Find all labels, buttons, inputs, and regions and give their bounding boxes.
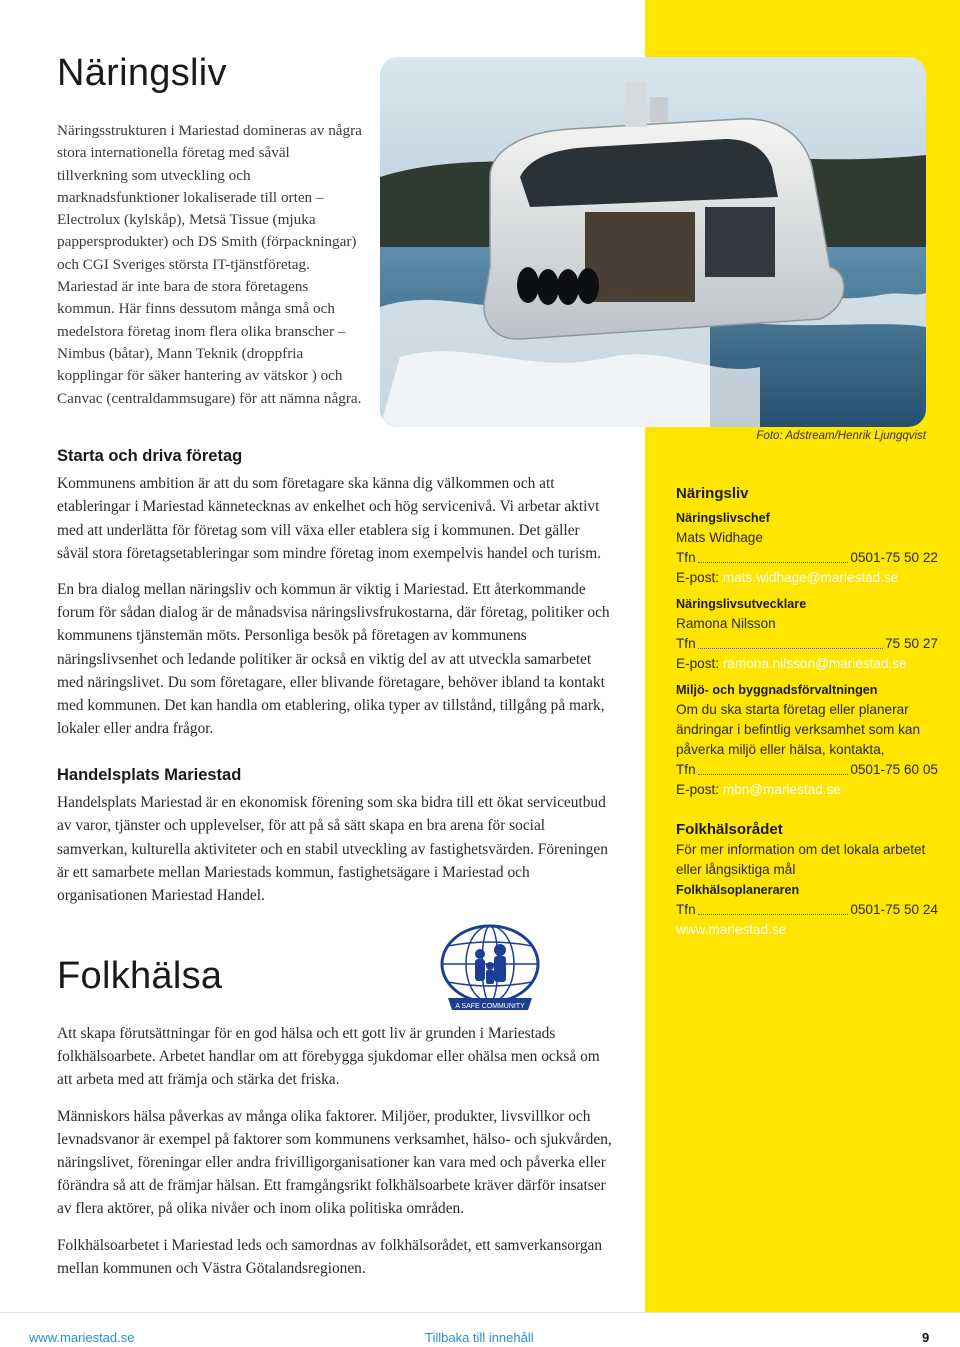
intro-paragraph: Näringsstrukturen i Mariestad domineras av några stora internationella företag med såväl tillverkning som utveckling och marknadsfunktioner lokaliserade till orten – Electrolux (kylskåp), Metsä Tissue (mjuka pappersprodukter) och DS Smith (förpackningar) och CGI Sveriges största IT-tjänstföretag. Mariestad är inte bara de stora företagens kommun. Här finns dessutom många små och medelstora företag inom flera olika branscher – Nimbus (båtar), Mann Teknik (droppfria kopplingar för säker hantering av vätskor ) och Canvac (centraldammsugare) för att nämna några. (57, 122, 362, 407)
dev-name: Ramona Nilsson (676, 616, 776, 631)
dot-leader (698, 760, 849, 775)
chef-name: Mats Widhage (676, 530, 763, 545)
chef-phone-label: Tfn (676, 550, 696, 565)
page-footer (0, 1312, 960, 1347)
safe-community-logo (420, 920, 560, 1020)
env-email-row (676, 780, 938, 800)
planner-phone: 0501-75 50 24 (850, 902, 938, 917)
dev-email-label: E-post: (676, 656, 720, 671)
dot-leader (698, 634, 883, 649)
env-phone-row (676, 760, 938, 780)
back-to-contents-link[interactable]: Tillbaka till innehåll (425, 1330, 534, 1345)
chef-title: Näringslivschef (676, 511, 770, 525)
footer-website-link[interactable]: www.mariestad.se (29, 1330, 135, 1345)
spacer (676, 800, 938, 820)
paragraph-starta-1: Kommunens ambition är att du som företagare ska känna dig välkommen och att etableringar i Mariestad kännetecknas av enkelhet och hög servicenivå. Vi arbetar aktivt med att underlätta för företag som vill växa eller etablera sig i kommunen. Det gäller såväl stora företagsetableringar som mindre företag inom exempelvis handel och turism. (57, 475, 602, 562)
planner-title: Folkhälsoplaneraren (676, 883, 800, 897)
chef-email-link[interactable]: mats.widhage@mariestad.se (722, 570, 899, 585)
dev-email-link[interactable]: ramona.nilsson@mariestad.se (722, 656, 907, 671)
env-phone: 0501-75 60 05 (850, 762, 938, 777)
folkhalsoradet-text: För mer information om det lokala arbetet eller långsiktiga mål (676, 842, 926, 877)
env-title: Miljö- och byggnadsförvaltningen (676, 683, 878, 697)
contact-sidebar (676, 484, 938, 940)
dot-leader (698, 548, 849, 563)
folkhalsa-title: Folkhälsa (57, 955, 223, 997)
section-heading-handelsplats: Handelsplats Mariestad (57, 766, 242, 784)
paragraph-folkhalsa-2: Människors hälsa påverkas av många olika faktorer. Miljöer, produkter, livsvillkor och levnadsvanor är exempel på faktorer som kommunens verksamhet, hälso- och sjukvården, näringslivet, föreningar eller andra frivilligorganisationer kan vara med och påverka eller förändra så att de främjar hälsan. Ett framgångsrikt folkhälsoarbete kräver därför insatser av flera aktörer, på olika nivåer och inom olika politiska områden. (57, 1107, 612, 1218)
paragraph-starta-2: En bra dialog mellan näringsliv och kommun är viktig i Mariestad. Ett återkommande forum för sådan dialog är de månadsvisa näringslivsfrukostarna, där företag, politiker och kommunens tjänstemän möts. Personliga besök på företagen av kommunens näringslivsenhet och ledande politiker är också en viktig del av att utveckla samarbetet med näringslivet. Du som företagare, eller blivande företagare, behöver ibland ta kontakt med kommunen. Det kan handla om etablering, olika typer av tillstånd, tillgång på mark, lokaler eller andra frågor. (57, 581, 610, 738)
dev-phone-label: Tfn (676, 636, 696, 651)
section-starta (57, 445, 613, 753)
env-phone-label: Tfn (676, 762, 696, 777)
dev-phone-row (676, 634, 938, 654)
paragraph-folkhalsa-1: Att skapa förutsättningar för en god hälsa och ett gott liv är grunden i Mariestads folkhälsoarbete. Arbetet handlar om att förebygga sjukdomar eller ohälsa men också om att arbeta med att främja och stärka det friska. (57, 1025, 600, 1089)
boat-image (380, 57, 926, 427)
paragraph-folkhalsa-3: Folkhälsoarbetet i Mariestad leds och samordnas av folkhälsorådet, ett samverkansorgan mellan kommunen och Västra Götalandsregionen. (57, 1236, 603, 1277)
page-title: Näringsliv (57, 52, 227, 94)
page-number: 9 (922, 1330, 930, 1345)
section-handelsplats (57, 764, 613, 920)
dev-email-row (676, 654, 938, 674)
logo-text: A SAFE COMMUNITY (455, 1003, 525, 1010)
chef-phone: 0501-75 50 22 (850, 550, 938, 565)
env-email-label: E-post: (676, 782, 720, 797)
dot-leader (698, 900, 849, 915)
section-heading-starta: Starta och driva företag (57, 447, 243, 465)
planner-phone-row (676, 900, 938, 920)
env-email-link[interactable]: mbn@mariestad.se (722, 782, 841, 797)
footer-divider (0, 1312, 960, 1313)
boat-photo (380, 57, 926, 427)
sidebar-website-link[interactable]: www.mariestad.se (676, 922, 787, 937)
env-text: Om du ska starta företag eller planerar ändringar i befintlig verksamhet som kan påverka miljö eller hälsa, kontakta, (676, 702, 921, 757)
boat-name-label: Nimbus (607, 294, 636, 304)
dev-phone: 75 50 27 (885, 636, 938, 651)
planner-phone-label: Tfn (676, 902, 696, 917)
sidebar-heading-folkhalsoradet: Folkhälsorådet (676, 821, 783, 838)
dev-title: Näringslivsutvecklare (676, 597, 807, 611)
chef-email-label: E-post: (676, 570, 720, 585)
chef-email-row (676, 568, 938, 588)
paragraph-handelsplats: Handelsplats Mariestad är en ekonomisk förening som ska bidra till ett ökat serviceutbud av varor, tjänster och upplevelser, för att på så sätt skapa en bra arena för social samverkan, kulturella aktiviteter och en stabil utveckling av fastighetsvärden. Föreningen är ett samarbete mellan Mariestads kommun, fastighetsägare i Mariestad och organisationen Mariestad Handel. (57, 794, 608, 905)
sidebar-heading-naringsliv: Näringsliv (676, 485, 749, 502)
section-folkhalsa (57, 1022, 613, 1293)
photo-caption: Foto: Adstream/Henrik Ljungqvist (756, 430, 926, 442)
chef-phone-row (676, 548, 938, 568)
